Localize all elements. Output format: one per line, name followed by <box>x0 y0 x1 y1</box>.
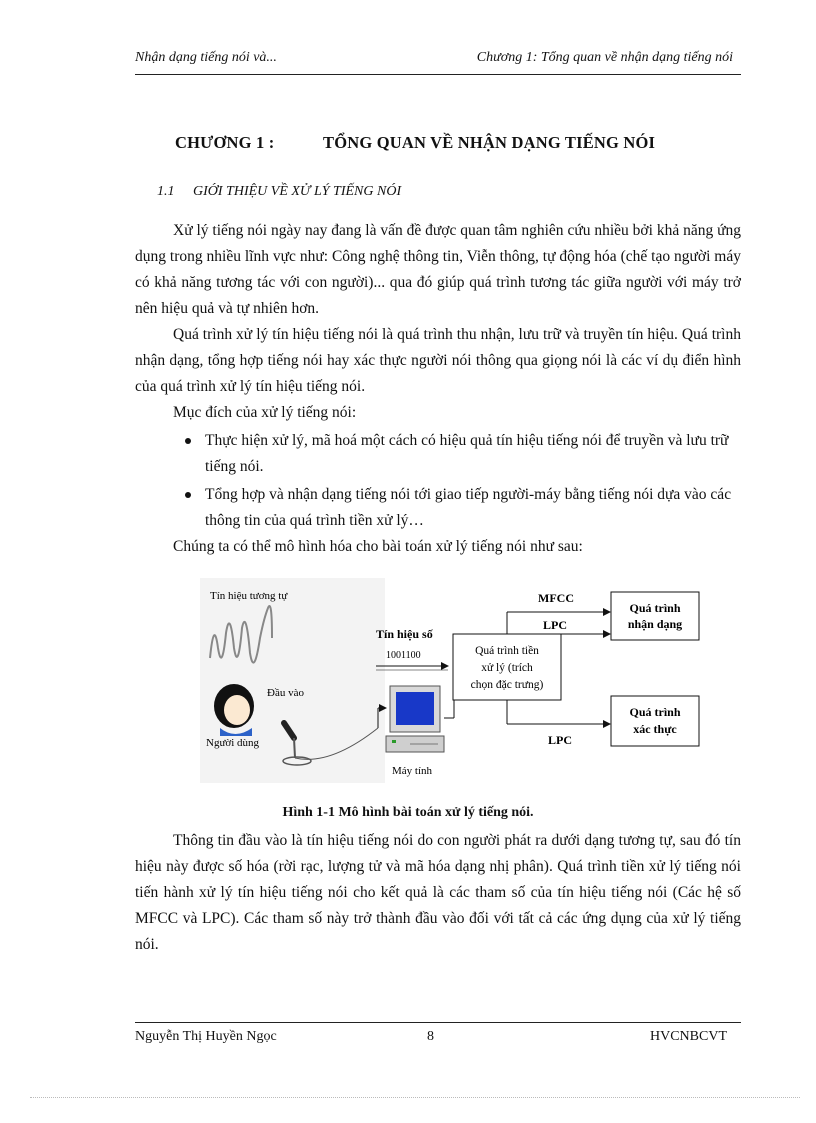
lpc-bottom-label: LPC <box>548 733 572 747</box>
computer-icon <box>386 686 444 752</box>
page-header <box>135 50 741 75</box>
paragraph-4: Chúng ta có thể mô hình hóa cho bài toán xử lý tiếng nói như sau: <box>173 538 583 555</box>
recognition-box <box>611 592 699 640</box>
header-left: Nhận dạng tiếng nói và... <box>135 50 277 65</box>
preprocess-line-1: Quá trình tiền <box>475 645 539 657</box>
preprocess-line-3: chọn đặc trưng) <box>470 679 544 691</box>
mfcc-label: MFCC <box>538 591 574 605</box>
verification-line-1: Quá trình <box>629 705 681 719</box>
section-heading <box>157 184 401 200</box>
analog-signal-label: Tín hiệu tương tự <box>210 590 288 602</box>
section-number: 1.1 <box>157 184 175 199</box>
illustration-background <box>200 578 385 783</box>
bullet-text: Thực hiện xử lý, mã hoá một cách có hiệu quả tín hiệu tiếng nói để truyền và lưu trữ tiếng nói. <box>205 432 729 475</box>
footer-author: Nguyễn Thị Huyền Ngọc <box>135 1029 277 1044</box>
paragraph-2: Quá trình xử lý tín hiệu tiếng nói là quá trình thu nhận, lưu trữ và truyền tín hiệu. Quá trình nhận dạng, tổng hợp tiếng nói hay xác thực người nói thông qua giọng nói là các ví dụ điển hình của quá trình xử lý tín hiệu tiếng nói. <box>135 326 741 395</box>
bullet-text: Tổng hợp và nhận dạng tiếng nói tới giao tiếp người-máy bằng tiếng nói dựa vào các thông tin của quá trình tiền xử lý… <box>205 486 732 529</box>
recognition-line-2: nhận dạng <box>627 617 683 631</box>
paragraph-1: Xử lý tiếng nói ngày nay đang là vấn đề được quan tâm nghiên cứu nhiều bởi khả năng ứng dụng trong nhiều lĩnh vực như: Công nghệ thông tin, Viễn thông, tự động hóa (chế tạo người máy có khả năng tương tác với con người)... qua đó giúp quá trình tương tác giữa người với máy trở nên hiệu quả và tự nhiên hơn. <box>135 222 741 317</box>
page-number: 8 <box>427 1029 434 1044</box>
input-label: Đầu vào <box>267 687 304 699</box>
chapter-title <box>175 133 656 153</box>
figure-speech-model <box>200 578 740 788</box>
footer-org: HVCNBCVT <box>649 1029 727 1044</box>
digital-signal-label: Tín hiệu số <box>376 627 433 641</box>
paragraph-3: Mục đích của xử lý tiếng nói: <box>173 404 357 421</box>
binary-sequence: 1001100 <box>386 650 421 661</box>
bullet-dot-icon <box>185 438 191 444</box>
page-footer <box>135 1022 741 1047</box>
computer-label: Máy tính <box>392 765 433 777</box>
user-label: Người dùng <box>206 737 260 749</box>
bullet-dot-icon <box>185 492 191 498</box>
verification-line-2: xác thực <box>633 722 677 736</box>
verification-box <box>611 696 699 746</box>
recognition-line-1: Quá trình <box>629 601 681 615</box>
paragraph-5: Thông tin đầu vào là tín hiệu tiếng nói do con người phát ra dưới dạng tương tự, sau đó tín hiệu này được số hóa (rời rạc, lượng tử và mã hóa dạng nhị phân). Quá trình tiền xử lý tiếng nói tiến hành xử lý tín hiệu tiếng nói cho kết quả là các tham số của tín hiệu tiếng nói (Các hệ số MFCC và LPC). Các tham số này trở thành đầu vào đối với tất cả các ứng dụng của xử lý tiếng nói. <box>135 832 741 953</box>
preprocess-line-2: xử lý (trích <box>481 662 533 674</box>
bottom-dotted-rule <box>30 1097 800 1098</box>
figure-caption: Hình 1-1 Mô hình bài toán xử lý tiếng nói. <box>282 805 534 820</box>
chapter-heading: TỔNG QUAN VỀ NHẬN DẠNG TIẾNG NÓI <box>323 133 656 152</box>
header-right: Chương 1: Tổng quan về nhận dạng tiếng nói <box>476 50 733 65</box>
section-title: GIỚI THIỆU VỀ XỬ LÝ TIẾNG NÓI <box>193 184 402 199</box>
chapter-label: CHƯƠNG 1 : <box>175 133 275 152</box>
lpc-top-label: LPC <box>543 618 567 632</box>
